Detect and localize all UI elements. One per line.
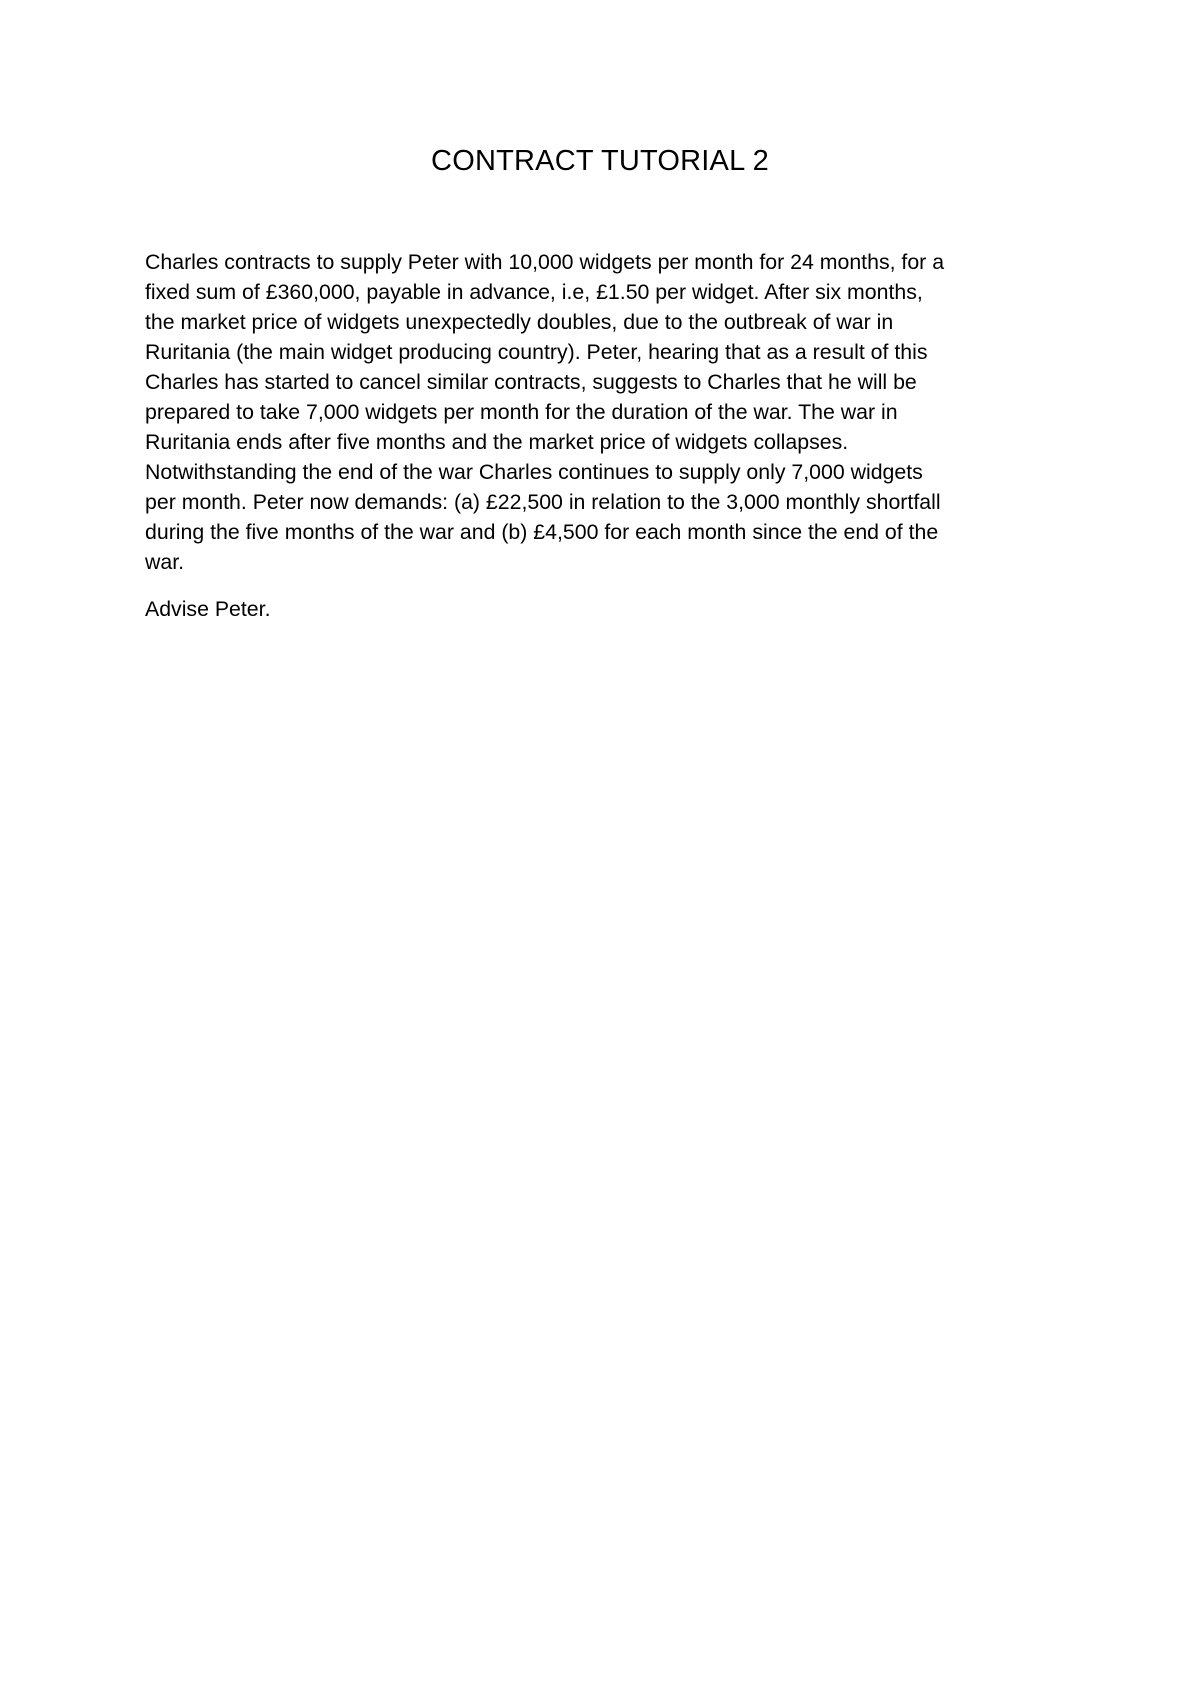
- paragraph-line: per month. Peter now demands: (a) £22,500 in relation to the 3,000 monthly shortfall: [145, 490, 941, 514]
- paragraph-line: fixed sum of £360,000, payable in advance, i.e, £1.50 per widget. After six months,: [145, 280, 923, 304]
- paragraph-line: Notwithstanding the end of the war Charles continues to supply only 7,000 widgets: [145, 460, 923, 484]
- paragraph-line: war.: [145, 550, 185, 574]
- paragraph-line: Charles contracts to supply Peter with 10,000 widgets per month for 24 months, for a: [145, 250, 945, 274]
- document-title: CONTRACT TUTORIAL 2: [431, 145, 769, 177]
- paragraph-line: prepared to take 7,000 widgets per month for the duration of the war. The war in: [145, 400, 898, 424]
- problem-paragraph: [145, 247, 1065, 577]
- paragraph-line: during the five months of the war and (b) £4,500 for each month since the end of the: [145, 520, 939, 544]
- closing-instruction: Advise Peter.: [145, 597, 271, 621]
- paragraph-line: Ruritania ends after five months and the market price of widgets collapses.: [145, 430, 849, 454]
- paragraph-line: Charles has started to cancel similar contracts, suggests to Charles that he will be: [145, 370, 917, 394]
- paragraph-line: Ruritania (the main widget producing country). Peter, hearing that as a result of this: [145, 340, 928, 364]
- paragraph-line: the market price of widgets unexpectedly doubles, due to the outbreak of war in: [145, 310, 894, 334]
